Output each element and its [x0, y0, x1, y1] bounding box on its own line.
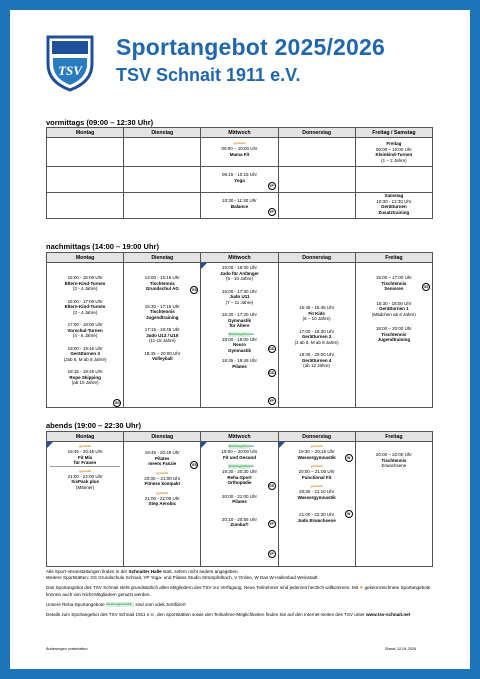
course-entry: [279, 263, 355, 322]
section-title-nachmittags: nachmittags (14:00 – 19:00 Uhr): [46, 242, 159, 251]
gymwelt-icon: gymwelt: [310, 444, 323, 448]
cell-mittwoch-vm-1: [201, 138, 278, 167]
course-entry: [47, 315, 123, 339]
empty-cell: [124, 138, 201, 167]
schedule-text: 16:30 - 18:00 Uhr: [376, 300, 412, 306]
schedule-text: Tischtennis: [381, 280, 407, 286]
cell-mittwoch-vm-3: [201, 193, 278, 219]
course-entry: [201, 263, 277, 282]
schedule-text: 19:45 - 20:45 Uhr: [67, 449, 103, 454]
schedule-text: Judo für Anfänger: [220, 270, 259, 276]
course-entry: [279, 480, 355, 500]
empty-cell: [47, 193, 124, 219]
badge-gs: GS: [269, 484, 275, 488]
schedule-text: 16:30 - 17:30 Uhr: [221, 312, 257, 317]
gymwelt-icon: gymwelt: [156, 470, 169, 475]
schedule-text: Schnaiter Halle: [128, 569, 162, 574]
schedule-text: 19:30 - 20:30 Uhr: [221, 469, 257, 474]
schedule-text: 20:00 – 21:00 Uhr: [144, 475, 181, 481]
schedule-text: Eltern-Kind-Turnen: [64, 280, 106, 286]
schedule-text: (ab 10 Jahre): [71, 380, 99, 385]
schedule-text: 17:00 - 18:30 Uhr: [299, 328, 335, 334]
gymwelt-icon: gymwelt: [233, 141, 246, 145]
badge-gs: GS: [269, 371, 275, 375]
course-entry: [201, 353, 277, 369]
schedule-text: 20:00 – 22:00 Uhr: [375, 452, 412, 457]
course-entry: [201, 193, 277, 209]
cell-mittwoch-ab: [201, 442, 278, 567]
schedule-text: Rope Skipping: [69, 374, 101, 380]
cell-dienstag-ab: [124, 442, 201, 567]
schedule-text: Tischtennis: [381, 331, 407, 337]
schedule-text: Judo U11: [229, 294, 250, 299]
schedule-text: Fit Mix: [77, 454, 93, 460]
footer-line-venues: Weitere Sportstätten: GS Grundschule Schnait, YP Yoga- und Pilates Studio Strümpfelbach, V Online, W Das W-Hallenbad Weinstadt: [46, 575, 318, 581]
badge-yp: YP: [269, 552, 274, 556]
schedule-text: Grundschul AG: [145, 286, 179, 291]
course-entry: [47, 339, 123, 363]
col-header: Donnerstag: [278, 128, 355, 138]
course-entry: [201, 282, 277, 306]
schedule-text: Gymnastik: [227, 347, 251, 353]
empty-cell: [124, 167, 201, 193]
schedule-text: Pilates: [232, 363, 247, 369]
course-entry: [201, 305, 277, 329]
vereinsgymnastik-icon: Vereinsgymnastik: [228, 331, 254, 336]
schedule-text: 20:00 – 21:00 Uhr: [298, 469, 335, 474]
schedule-text: 18:15 - 19:45 Uhr: [67, 369, 103, 374]
schedule-text: Jugendtraining: [146, 314, 179, 320]
course-entry: [356, 193, 432, 215]
schedule-text: 18:45 – 20:00 Uhr: [144, 350, 181, 356]
schedule-text: 15:00 - 16:00 Uhr: [67, 275, 103, 280]
schedule-text: Volleyball: [151, 356, 173, 361]
schedule-text: Freitag: [386, 141, 402, 146]
badge-yp: YP: [269, 522, 274, 526]
course-entry: [356, 442, 432, 469]
schedule-text: Unsere Reha-Sportangebote: [46, 601, 105, 607]
page-subtitle: TSV Schnait 1911 e.V.: [116, 65, 301, 85]
schedule-text: (4 - 6 Jahre): [72, 333, 98, 338]
course-entry: [356, 292, 432, 318]
schedule-text: (1 – 2 Jahre): [381, 157, 407, 163]
schedule-text: Zusatztraining: [378, 209, 410, 215]
schedule-text: Mama Fit: [229, 151, 250, 157]
schedule-text: Tischtennis: [381, 457, 407, 463]
schedule-text: 19:30 – 20:15 Uhr: [298, 449, 335, 454]
col-header: Dienstag: [124, 432, 201, 442]
course-entry: [124, 292, 200, 321]
schedule-text: 18:45 - 19:45 Uhr: [221, 358, 257, 363]
schedule-text: Gerätturnen 4: [301, 357, 332, 363]
schedule-text: Jugendtraining: [377, 337, 411, 342]
gymwelt-icon: ✦: [359, 585, 364, 591]
schedule-text: Tischtennis: [149, 309, 175, 314]
badge-yp: YP: [269, 184, 274, 188]
schedule-text: 09:15 - 10:15 Uhr: [221, 172, 257, 177]
badge-gs: GS: [191, 463, 197, 467]
schedule-text: Fitness kompakt: [144, 481, 181, 486]
schedule-text: Orthopädie: [227, 480, 252, 485]
cell-freitag-nm: [355, 263, 432, 408]
schedule-text: Senioren: [384, 286, 404, 291]
schedule-text: Tischtennis: [149, 280, 175, 286]
schedule-text: (3 - 4 Jahre): [72, 309, 98, 315]
badge-yp: YP: [269, 399, 274, 403]
course-entry: [279, 345, 355, 369]
schedule-text: Step Aerobic: [148, 501, 177, 506]
schedule-text: 21:00 - 22:00 Uhr: [144, 495, 180, 501]
schedule-text: Gerätturnen 1: [379, 306, 409, 311]
cell-mittwoch-nm: [201, 263, 278, 408]
schedule-text: Eltern-Kind-Turnen: [64, 304, 106, 309]
schedule-text: 10:30 - 11:30 Uhr: [222, 198, 257, 203]
table-vormittags: [46, 127, 433, 219]
footer-notes: [46, 569, 436, 618]
schedule-text: 20:00 - 21:00 Uhr: [221, 493, 257, 499]
schedule-text: Functional Fit: [301, 474, 332, 480]
schedule-text: Details zum Sportangebot des TSV Schnait 1911 e.V., den Sportstätten sowie den Teilnahme-Möglichkeiten finden Sie auf den Internet-Seiten des TSV unter: [46, 612, 365, 618]
badge-gs: GS: [269, 347, 275, 351]
col-header: Dienstag: [124, 253, 201, 263]
schedule-text: 19:00 – 20:00 Uhr: [221, 449, 258, 454]
badge-w: W: [345, 454, 353, 462]
col-header: Montag: [47, 253, 124, 263]
schedule-text: Gerätturnen: [380, 204, 407, 209]
schedule-text: 15:00 - 16:00 Uhr: [221, 265, 257, 270]
cell-donnerstag-nm: [278, 263, 355, 408]
schedule-text: (6 - 10 Jahre): [225, 276, 253, 281]
schedule-text: 15:30 - 17:15 Uhr: [144, 303, 180, 309]
schedule-text: Yoga: [234, 177, 245, 183]
course-entry: [356, 263, 432, 292]
schedule-text: 19:45 - 20:45 Uhr: [144, 450, 180, 455]
col-header: Donnerstag: [278, 253, 355, 263]
col-header: Dienstag: [124, 128, 201, 138]
schedule-text: statt, sofern nicht anders angegeben.: [162, 569, 239, 574]
cell-montag-nm: [47, 263, 124, 408]
schedule-text: 20:35 - 21:10 Uhr: [299, 489, 335, 494]
course-entry: [47, 292, 123, 316]
schedule-text: 14:00 - 15:15 Uhr: [144, 275, 180, 280]
schedule-text: Vorschul-Turnen: [67, 327, 103, 333]
schedule-text: SixPack plus: [71, 479, 99, 484]
empty-cell: [47, 138, 124, 167]
gymwelt-icon: gymwelt: [79, 444, 92, 448]
empty-cell: [355, 167, 432, 193]
changes-note: Änderungen vorbehalten: [46, 647, 88, 651]
schedule-text: meets Faszie: [148, 461, 177, 466]
page-title: Sportangebot 2025/2026: [116, 34, 386, 60]
course-entry: [124, 442, 200, 467]
schedule-text: Judo U13 / U15: [146, 332, 179, 338]
course-entry: [47, 467, 123, 491]
section-title-abends: abends (19:00 – 22:30 Uhr): [46, 421, 142, 430]
schedule-text: 15:00 – 17:00 Uhr: [375, 275, 412, 280]
badge-gs: GS: [191, 288, 197, 292]
section-title-vormittags: vormittags (09:00 – 12:30 Uhr): [46, 118, 154, 127]
col-header: Donnerstag: [278, 432, 355, 442]
schedule-text: Zumba®: [230, 522, 249, 527]
schedule-text: (11-15 Jahre): [148, 338, 176, 343]
course-entry: [201, 442, 277, 460]
schedule-text: Fit Kids: [308, 310, 325, 316]
schedule-text: Pilates: [155, 455, 170, 461]
stand-date: Stand: 12.04.2026: [385, 647, 417, 651]
course-entry: [124, 263, 200, 292]
course-entry: [124, 320, 200, 344]
empty-cell: [47, 167, 124, 193]
badge-gs: GS: [423, 285, 429, 289]
schedule-text: 09:00 – 10:00 Uhr: [375, 146, 412, 152]
gymwelt-icon: gymwelt: [310, 464, 323, 468]
course-entry: [47, 263, 123, 292]
col-header: Mittwoch: [201, 128, 278, 138]
cell-donnerstag-ab: [278, 442, 355, 567]
schedule-text: Alle Sport-Veranstaltungen finden in der: [46, 569, 128, 574]
course-entry: [279, 500, 355, 523]
schedule-text: 18:30 - 20:00 Uhr: [299, 352, 335, 357]
course-entry: [279, 442, 355, 460]
course-entry: [356, 138, 432, 163]
col-header: Freitag: [355, 432, 432, 442]
schedule-text: Erwachsene: [381, 463, 407, 468]
course-entry: [356, 317, 432, 343]
empty-cell: [278, 138, 355, 167]
vereinsgymnastik-icon: Vereinsgymnastik: [228, 444, 254, 448]
schedule-text: 18:00 - 19:00 Uhr: [221, 336, 257, 342]
schedule-text: 10:30 - 12:30 Uhr: [376, 198, 412, 204]
schedule-text: für Frauen: [73, 460, 97, 465]
schedule-text: Kleinkind-Turnen: [375, 152, 413, 157]
schedule-text: 21:00 - 22:30 Uhr: [299, 512, 335, 517]
schedule-text: 09:00 – 10:00 Uhr: [221, 146, 258, 151]
col-header: Freitag: [355, 253, 432, 263]
cell-freitag-vm-3: [355, 193, 432, 219]
schedule-text: Das Sportangebot des TSV Schnait steht grundsätzlich allen Mitgliedern des TSV zur Verfügung. Neue Teilnehmer sind jederzeit herzlich willkommen. Mit: [46, 585, 359, 591]
col-header: Montag: [47, 432, 124, 442]
schedule-text: Wassergymnastik: [297, 454, 336, 460]
schedule-text: Pilates: [232, 499, 247, 504]
course-entry: [201, 486, 277, 505]
gymwelt-icon: gymwelt: [156, 490, 169, 495]
cell-freitag-ab: [355, 442, 432, 567]
schedule-text: für Ältere: [229, 323, 250, 328]
schedule-text: Judo Erwachsene: [297, 517, 336, 523]
course-entry: [47, 362, 123, 386]
gymwelt-icon: gymwelt: [79, 468, 92, 473]
schedule-text: Balance: [230, 203, 249, 209]
schedule-text: Wassergymnastik: [297, 494, 336, 500]
course-entry: [201, 505, 277, 528]
schedule-text: 17:00 - 18:00 Uhr: [67, 322, 103, 327]
cell-mittwoch-vm-2: [201, 167, 278, 193]
footer-line-details: [46, 612, 436, 618]
cell-montag-ab: [47, 442, 124, 567]
schedule-text: 20:10 - 20:55 Uhr: [221, 516, 257, 522]
schedule-text: 16:00 - 17:30 Uhr: [221, 288, 257, 294]
footer-line-reha: [46, 602, 436, 608]
course-entry: [201, 460, 277, 486]
tsv-logo: [44, 34, 96, 92]
schedule-text: (J ab 6, M ab 8 Jahre): [294, 339, 339, 345]
course-entry: [124, 467, 200, 487]
footer-line-membership: [46, 585, 436, 597]
badge-yp: YP: [269, 210, 274, 214]
course-entry: [201, 138, 277, 157]
vereinsgymnastik-icon: Vereinsgymnastik: [106, 602, 134, 607]
schedule-text: Neuro: [232, 342, 246, 347]
website-link[interactable]: www.tsv-schnait.net: [365, 612, 411, 618]
schedule-text: (3 - 4 Jahre): [72, 286, 98, 291]
course-entry: [201, 329, 277, 354]
schedule-text: 21:00 - 22:00 Uhr: [67, 473, 103, 479]
cell-dienstag-nm: [124, 263, 201, 408]
schedule-text: sind vom vdek zertifiziert: [135, 601, 186, 607]
course-entry: [201, 167, 277, 183]
empty-cell: [124, 193, 201, 219]
course-entry: [47, 442, 123, 466]
schedule-text: gekennzeichnete Sportangebote können auch von Nicht-Mitgliedern genutzt werden.: [46, 585, 431, 597]
schedule-text: Reha-Sport: [227, 474, 252, 480]
course-entry: [279, 322, 355, 346]
empty-cell: [278, 167, 355, 193]
table-abends: [46, 431, 433, 567]
schedule-text: (Männer): [75, 484, 95, 490]
schedule-text: 16:00 - 17:00 Uhr: [67, 298, 103, 304]
schedule-text: (7 – 11 Jahre): [225, 299, 254, 305]
empty-cell: [278, 193, 355, 219]
course-entry: [124, 487, 200, 507]
schedule-text: 18:00 - 19:45 Uhr: [67, 345, 103, 351]
col-header: Mittwoch: [201, 432, 278, 442]
schedule-text: Gymnastik: [227, 317, 251, 323]
schedule-text: 18:00 – 20:00 Uhr: [375, 326, 412, 331]
schedule-text: 15:45 - 16:45 Uhr: [299, 305, 335, 310]
schedule-text: (Jab 6, M ab 8 Jahre): [63, 356, 107, 362]
schedule-text: Samstag: [384, 193, 404, 198]
col-header: Montag: [47, 128, 124, 138]
logo-text: TSV: [58, 63, 82, 78]
cell-freitag-vm-1: [355, 138, 432, 167]
schedule-text: Gerätturnen 2: [301, 334, 332, 339]
col-header: Freitag / Samstag: [355, 128, 432, 138]
schedule-text: (6 – 10 Jahre): [302, 316, 331, 321]
course-entry: [124, 344, 200, 362]
course-entry: [279, 460, 355, 480]
col-header: Mittwoch: [201, 253, 278, 263]
schedule-text: (Mädchen ab 6 Jahre): [371, 311, 416, 317]
schedule-text: (ab 12 Jahre): [303, 363, 331, 368]
schedule-text: Gerätturnen 3: [70, 351, 100, 356]
badge-w: W: [345, 510, 353, 518]
table-nachmittags: [46, 252, 433, 408]
schedule-text: Fit und Gesund: [222, 454, 256, 460]
gymwelt-icon: gymwelt: [310, 484, 323, 488]
badge-gs: GS: [114, 401, 120, 405]
schedule-text: 17:15 - 18:45 Uhr: [144, 327, 180, 332]
vereinsgymnastik-icon: Vereinsgymnastik: [228, 464, 254, 468]
